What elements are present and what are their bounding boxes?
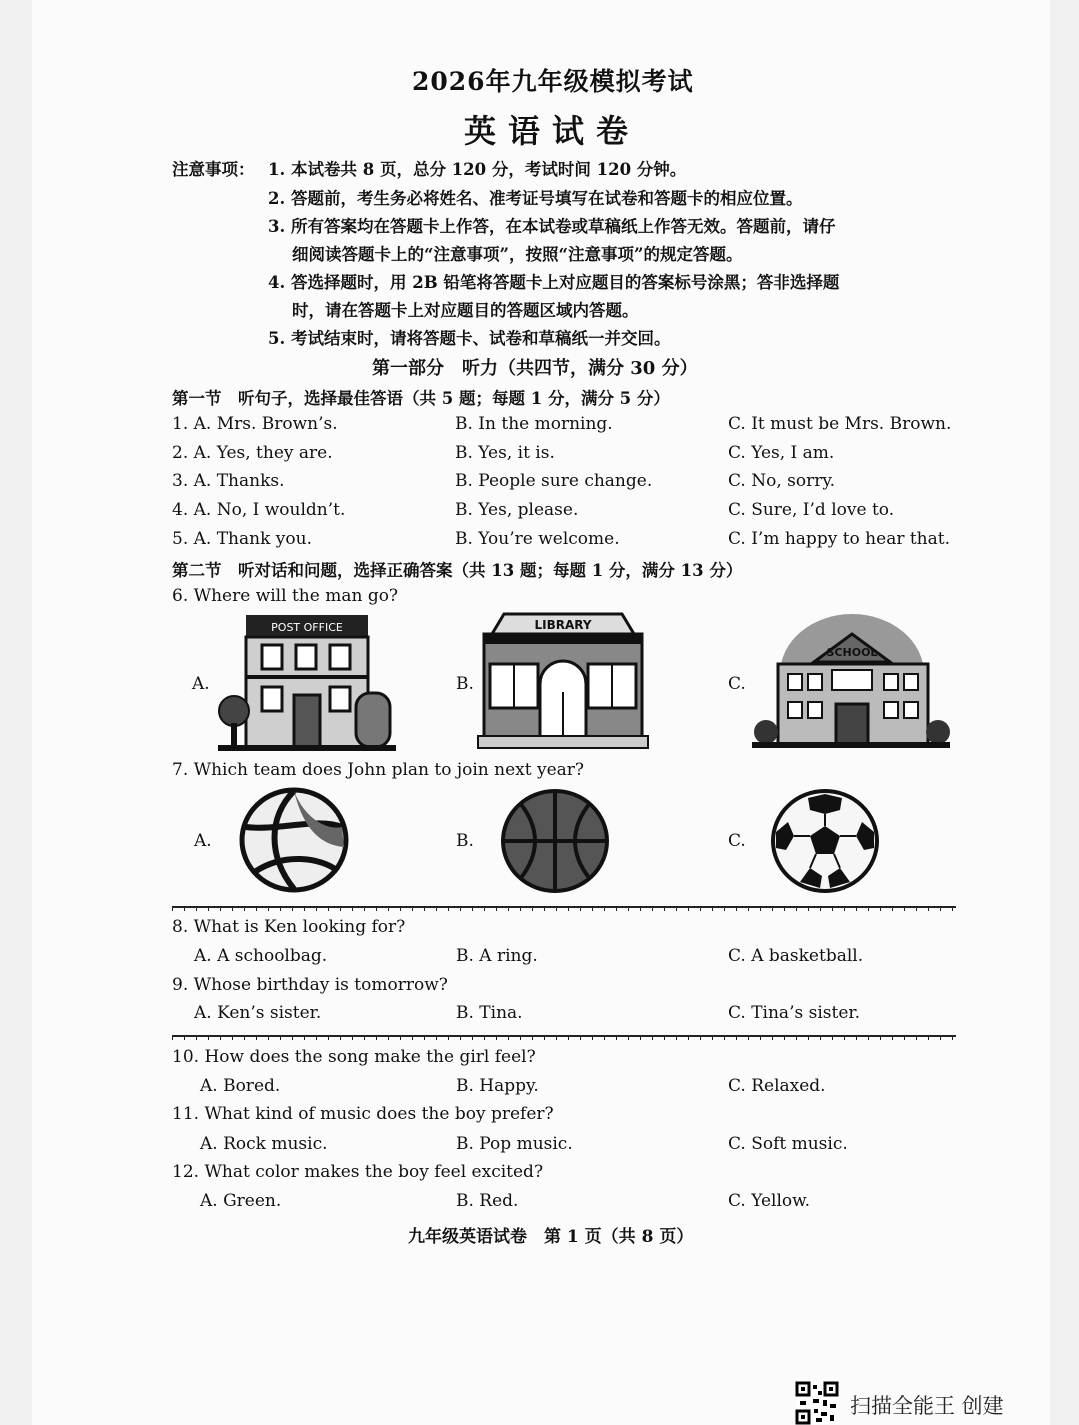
section1-title: 第一节 听句子，选择最佳答语（共 5 题；每题 1 分，满分 5 分）: [172, 389, 670, 408]
school-sign: SCHOOL: [826, 646, 878, 659]
scanner-watermark: 扫描全能王 创建: [850, 1394, 1004, 1418]
q3-option-c: C. No, sorry.: [728, 471, 836, 491]
q10-option-a: A. Bored.: [200, 1076, 281, 1096]
q7-label-a: A.: [194, 831, 212, 851]
soccer-ball-icon: [770, 788, 880, 894]
q8-option-a: A. A schoolbag.: [194, 946, 328, 966]
q12-option-b: B. Red.: [456, 1191, 519, 1211]
q7-label-c: C.: [728, 831, 746, 851]
q8-text: 8. What is Ken looking for?: [172, 917, 406, 937]
q4-option-c: C. Sure, I’d love to.: [728, 500, 895, 520]
exam-title: 2026年九年级模拟考试: [412, 67, 694, 96]
q1-option-c: C. It must be Mrs. Brown.: [728, 414, 952, 434]
notice-item: 1. 本试卷共 8 页，总分 120 分，考试时间 120 分钟。: [268, 160, 687, 179]
notice-item: 时，请在答题卡上对应题目的答题区域内答题。: [292, 301, 639, 320]
q5-option-b: B. You’re welcome.: [455, 529, 620, 549]
q9-option-b: B. Tina.: [456, 1003, 523, 1023]
q3-option-a: 3. A. Thanks.: [172, 471, 285, 491]
q10-option-b: B. Happy.: [456, 1076, 539, 1096]
q2-option-b: B. Yes, it is.: [455, 443, 555, 463]
q2-option-a: 2. A. Yes, they are.: [172, 443, 333, 463]
q4-option-b: B. Yes, please.: [455, 500, 579, 520]
q10-option-c: C. Relaxed.: [728, 1076, 826, 1096]
cut-line: [172, 906, 956, 911]
q12-option-a: A. Green.: [200, 1191, 282, 1211]
q5-option-a: 5. A. Thank you.: [172, 529, 312, 549]
page-footer: 九年级英语试卷 第 1 页（共 8 页）: [408, 1227, 694, 1247]
q6-label-c: C.: [728, 674, 746, 694]
q9-option-a: A. Ken’s sister.: [194, 1003, 322, 1023]
q11-option-c: C. Soft music.: [728, 1134, 848, 1154]
q7-text: 7. Which team does John plan to join next year?: [172, 760, 585, 780]
q3-option-b: B. People sure change.: [455, 471, 653, 491]
q11-option-a: A. Rock music.: [200, 1134, 328, 1154]
post-office-image: [218, 615, 396, 751]
library-sign: LIBRARY: [534, 618, 592, 632]
q6-label-a: A.: [192, 674, 210, 694]
q1-option-a: 1. A. Mrs. Brown’s.: [172, 414, 338, 434]
q4-option-a: 4. A. No, I wouldn’t.: [172, 500, 346, 520]
school-image: [752, 612, 950, 750]
basketball-icon: [500, 788, 610, 894]
notice-item: 2. 答题前，考生务必将姓名、准考证号填写在试卷和答题卡的相应位置。: [268, 189, 803, 208]
q10-text: 10. How does the song make the girl feel?: [172, 1047, 536, 1067]
notice-item: 5. 考试结束时，请将答题卡、试卷和草稿纸一并交回。: [268, 329, 671, 348]
q7-label-b: B.: [456, 831, 474, 851]
q2-option-c: C. Yes, I am.: [728, 443, 835, 463]
q6-label-b: B.: [456, 674, 474, 694]
q11-text: 11. What kind of music does the boy prefer?: [172, 1104, 554, 1124]
section2-title: 第二节 听对话和问题，选择正确答案（共 13 题；每题 1 分，满分 13 分）: [172, 561, 743, 580]
q12-text: 12. What color makes the boy feel excited?: [172, 1162, 544, 1182]
volleyball-icon: [238, 787, 350, 893]
notice-item: 细阅读答题卡上的“注意事项”，按照“注意事项”的规定答题。: [292, 245, 743, 264]
q8-option-c: C. A basketball.: [728, 946, 864, 966]
exam-subtitle: 英语试卷: [464, 112, 641, 150]
qr-code-icon: [796, 1382, 838, 1424]
notice-item: 4. 答选择题时，用 2B 铅笔将答题卡上对应题目的答案标号涂黑；答非选择题: [268, 273, 840, 292]
cut-line: [172, 1035, 956, 1040]
q9-option-c: C. Tina’s sister.: [728, 1003, 861, 1023]
q11-option-b: B. Pop music.: [456, 1134, 573, 1154]
notice-item: 3. 所有答案均在答题卡上作答，在本试卷或草稿纸上作答无效。答题前，请仔: [268, 217, 836, 236]
part1-title: 第一部分 听力（共四节，满分 30 分）: [372, 358, 698, 379]
q9-text: 9. Whose birthday is tomorrow?: [172, 975, 448, 995]
q1-option-b: B. In the morning.: [455, 414, 613, 434]
post-office-sign: POST OFFICE: [271, 621, 343, 634]
q8-option-b: B. A ring.: [456, 946, 538, 966]
q12-option-c: C. Yellow.: [728, 1191, 811, 1211]
q5-option-c: C. I’m happy to hear that.: [728, 529, 951, 549]
library-image: [478, 612, 648, 750]
q6-text: 6. Where will the man go?: [172, 586, 399, 606]
notice-label: 注意事项：: [172, 160, 255, 179]
